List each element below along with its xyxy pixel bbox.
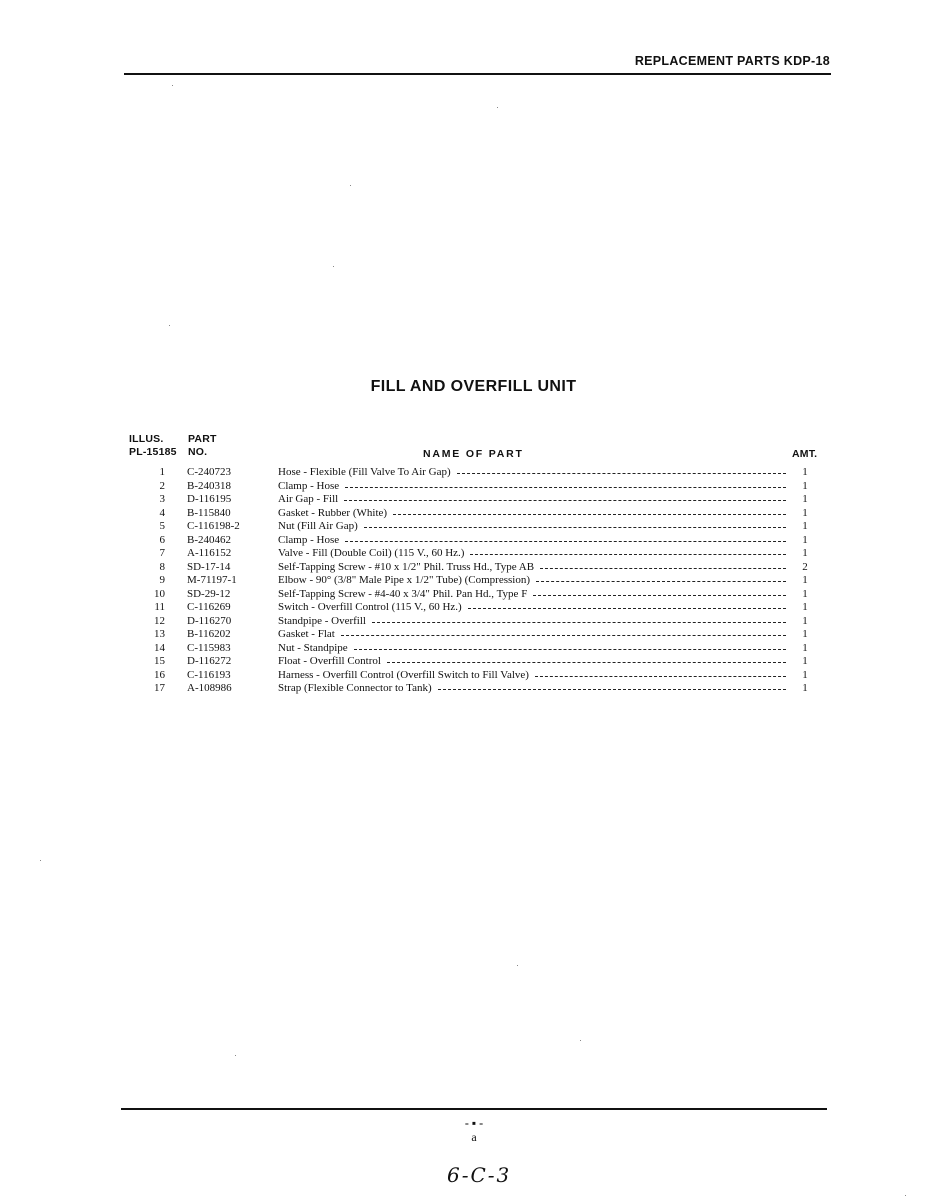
footer-rule — [121, 1108, 827, 1110]
illus-number: 17 — [154, 682, 165, 694]
part-name-cell — [278, 669, 786, 683]
illus-number: 2 — [159, 479, 165, 492]
handwritten-page-code: 6-C-3 — [447, 1163, 512, 1187]
part-name: Standpipe - Overfill — [278, 614, 366, 627]
scan-speck — [905, 1195, 906, 1196]
dotted-leader — [345, 541, 786, 542]
part-number: C-116198-2 — [187, 520, 240, 532]
part-name-cell — [278, 601, 786, 615]
part-amount: 1 — [802, 547, 808, 559]
illus-number: 5 — [159, 520, 165, 532]
part-name: Clamp - Hose — [278, 479, 340, 492]
part-name: Clamp - Hose — [278, 533, 340, 546]
part-name: Float - Overfill Control — [278, 655, 381, 667]
part-amount: 1 — [802, 655, 808, 667]
column-header-illus-line1: ILLUS. — [129, 433, 164, 445]
illus-number: 7 — [159, 547, 165, 559]
parts-row — [0, 466, 947, 480]
part-name-cell — [278, 493, 786, 507]
scan-speck — [333, 266, 334, 267]
part-name: Hose - Flexible (Fill Valve To Air Gap) — [278, 466, 451, 478]
parts-row — [0, 655, 947, 669]
dotted-leader — [536, 581, 786, 582]
part-number: SD-29-12 — [187, 587, 231, 600]
part-amount: 2 — [802, 560, 808, 573]
column-header-part-line2: NO. — [188, 446, 208, 458]
part-name-cell — [278, 588, 786, 602]
dotted-leader — [457, 473, 786, 474]
scan-speck — [40, 860, 41, 861]
part-amount: 1 — [802, 520, 808, 532]
part-name-cell — [278, 628, 786, 642]
dotted-leader — [372, 622, 786, 623]
part-name: Harness - Overfill Control (Overfill Switch to Fill Valve) — [278, 668, 529, 681]
illus-number: 10 — [154, 587, 165, 600]
illus-number: 15 — [154, 655, 165, 667]
illus-number: 1 — [159, 466, 165, 478]
dotted-leader — [344, 500, 786, 501]
part-number: B-115840 — [187, 506, 231, 519]
parts-row — [0, 534, 947, 548]
illus-number: 14 — [154, 641, 165, 654]
dotted-leader — [345, 487, 786, 488]
parts-row — [0, 507, 947, 521]
part-number: D-116272 — [187, 655, 232, 667]
parts-row — [0, 480, 947, 494]
part-amount: 1 — [802, 601, 808, 613]
parts-row — [0, 588, 947, 602]
illus-number: 9 — [159, 574, 165, 586]
page-number-sub-mark: a — [471, 1130, 477, 1144]
part-name-cell — [278, 547, 786, 561]
part-name: Valve - Fill (Double Coil) (115 V., 60 Hz.) — [278, 547, 465, 559]
part-amount: 1 — [802, 641, 808, 654]
part-name-cell — [278, 534, 786, 548]
illus-number: 16 — [154, 668, 165, 681]
scan-speck — [172, 85, 173, 86]
page-header-title: REPLACEMENT PARTS KDP-18 — [634, 54, 830, 68]
dotted-leader — [364, 527, 786, 528]
scan-speck — [169, 325, 170, 326]
part-number: C-240723 — [187, 466, 231, 478]
part-name: Gasket - Flat — [278, 628, 335, 640]
part-name-cell — [278, 480, 786, 494]
dotted-leader — [354, 649, 786, 650]
part-amount: 1 — [802, 628, 808, 640]
part-name-cell — [278, 520, 786, 534]
part-name-cell — [278, 466, 786, 480]
column-header-name: NAME OF PART — [423, 448, 524, 460]
part-name-cell — [278, 574, 786, 588]
part-name-cell — [278, 682, 786, 696]
scan-speck — [497, 107, 498, 108]
part-number: M-71197-1 — [187, 574, 237, 586]
part-amount: 1 — [802, 574, 808, 586]
part-amount: 1 — [802, 479, 808, 492]
column-header-part — [188, 433, 217, 459]
part-number: D-116195 — [187, 493, 232, 505]
part-number: C-116269 — [187, 601, 231, 613]
parts-row — [0, 561, 947, 575]
dotted-leader — [470, 554, 786, 555]
dotted-leader — [535, 676, 786, 677]
part-name: Self-Tapping Screw - #10 x 1/2" Phil. Truss Hd., Type AB — [278, 560, 535, 573]
dotted-leader — [540, 568, 786, 569]
illus-number: 4 — [159, 506, 165, 519]
part-name-cell — [278, 655, 786, 669]
dotted-leader — [341, 635, 786, 636]
parts-row — [0, 547, 947, 561]
part-name: Nut (Fill Air Gap) — [278, 520, 358, 532]
part-name: Switch - Overfill Control (115 V., 60 Hz.) — [278, 601, 462, 613]
parts-list — [0, 466, 947, 696]
parts-row — [0, 520, 947, 534]
scan-speck — [580, 1040, 581, 1041]
illus-number: 12 — [154, 614, 165, 627]
part-name: Self-Tapping Screw - #4-40 x 3/4" Phil. Pan Hd., Type F — [278, 587, 528, 600]
parts-row — [0, 682, 947, 696]
part-amount: 1 — [802, 614, 808, 627]
part-number: B-240318 — [187, 479, 231, 492]
parts-row — [0, 615, 947, 629]
part-amount: 1 — [802, 533, 808, 546]
column-header-part-line1: PART — [188, 433, 217, 445]
part-number: C-115983 — [187, 641, 231, 654]
parts-row — [0, 628, 947, 642]
part-amount: 1 — [802, 668, 808, 681]
part-name-cell — [278, 507, 786, 521]
part-number: A-116152 — [187, 547, 232, 559]
dotted-leader — [533, 595, 786, 596]
parts-row — [0, 601, 947, 615]
column-header-amt: AMT. — [792, 448, 818, 460]
part-amount: 1 — [802, 587, 808, 600]
part-name: Nut - Standpipe — [278, 641, 348, 654]
part-name-cell — [278, 615, 786, 629]
column-header-illus — [129, 433, 177, 459]
parts-row — [0, 669, 947, 683]
part-amount: 1 — [802, 682, 808, 694]
dotted-leader — [468, 608, 786, 609]
dotted-leader — [438, 689, 786, 690]
page-number-mark: - ▪ - — [464, 1116, 484, 1130]
illus-number: 8 — [159, 560, 165, 573]
part-number: C-116193 — [187, 668, 231, 681]
part-amount: 1 — [802, 466, 808, 478]
scan-speck — [517, 965, 518, 966]
parts-row — [0, 493, 947, 507]
part-name-cell — [278, 642, 786, 656]
part-amount: 1 — [802, 493, 808, 505]
part-name: Air Gap - Fill — [278, 493, 339, 505]
part-name-cell — [278, 561, 786, 575]
part-name: Gasket - Rubber (White) — [278, 506, 388, 519]
part-number: B-116202 — [187, 628, 231, 640]
illus-number: 6 — [159, 533, 165, 546]
part-name: Strap (Flexible Connector to Tank) — [278, 682, 432, 694]
part-number: SD-17-14 — [187, 560, 231, 573]
part-name: Elbow - 90° (3/8" Male Pipe x 1/2" Tube) (Compression) — [278, 574, 531, 586]
parts-row — [0, 642, 947, 656]
illus-number: 3 — [159, 493, 165, 505]
part-number: B-240462 — [187, 533, 231, 546]
section-title: FILL AND OVERFILL UNIT — [370, 378, 577, 395]
scan-speck — [350, 185, 351, 186]
illus-number: 11 — [154, 601, 165, 613]
illus-number: 13 — [154, 628, 165, 640]
part-number: A-108986 — [187, 682, 232, 694]
dotted-leader — [387, 662, 786, 663]
dotted-leader — [393, 514, 786, 515]
part-number: D-116270 — [187, 614, 232, 627]
parts-row — [0, 574, 947, 588]
header-rule — [124, 73, 831, 75]
part-amount: 1 — [802, 506, 808, 519]
scan-speck — [235, 1055, 236, 1056]
column-header-illus-line2: PL-15185 — [129, 446, 177, 458]
